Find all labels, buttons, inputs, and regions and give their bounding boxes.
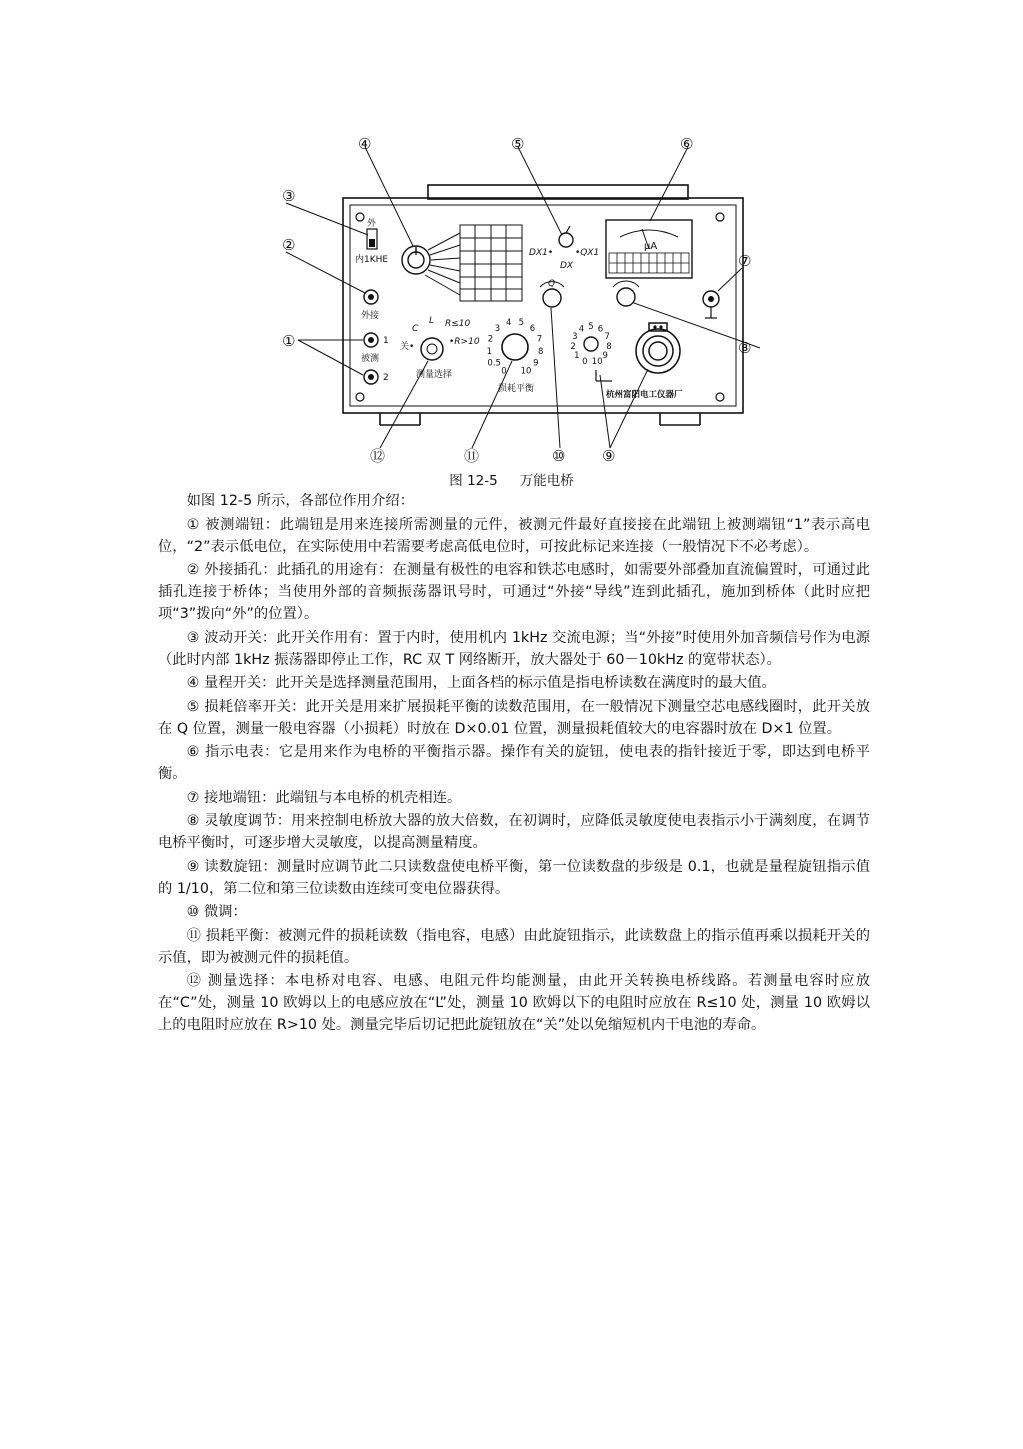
dial-number: 10 <box>520 366 532 377</box>
label-nei-1khz: 内1KHE <box>355 255 389 265</box>
measure-select-knob <box>421 338 443 360</box>
callout-3: ③ <box>282 187 296 205</box>
label-loss-balance: 损耗平衡 <box>498 384 535 394</box>
sensitivity-knob <box>617 288 635 306</box>
item-paragraph: ② 外接插孔：此插孔的用途有：在测量有极性的电容和铁芯电感时，如需要外部叠加直流偏置时，可通过此插孔连接于桥体；当使用外部的音频振荡器讯号时，可通过“外接“导线”连到此插孔，施加到桥体（此时应把项“3”拨向“外”的位置）。 <box>158 562 870 622</box>
dial-number: 8 <box>537 346 544 357</box>
label-guan: 关• <box>400 342 415 352</box>
label-terminal-2: 2 <box>383 373 389 383</box>
callout-8: ⑧ <box>738 339 752 357</box>
label-measure-select: 测量选择 <box>416 370 453 380</box>
dial-number: 7 <box>604 332 610 343</box>
item-paragraph: ⑩ 微调： <box>186 904 247 920</box>
reading-dial-knob <box>584 337 598 351</box>
callout-6: ⑥ <box>680 135 694 153</box>
dial-number: 4 <box>578 324 585 335</box>
callout-11: ⑪ <box>464 447 480 465</box>
switch-lever-icon <box>369 239 375 247</box>
label-r-le-10: R≤10 <box>445 319 471 329</box>
label-wai-jie: 外接 <box>361 311 380 321</box>
dial-number: 8 <box>606 341 612 352</box>
label-dx1: DX1• <box>529 248 554 258</box>
dial-number: 7 <box>536 334 543 345</box>
meter-scale <box>609 253 689 273</box>
top-handle <box>428 185 688 199</box>
callout-10: ⑩ <box>552 447 566 465</box>
item-paragraph: ③ 波动开关：此开关作用有：置于内时，使用机内 1kHz 交流电源；当“外接”时使用外加音频信号作为电源（此时内部 1kHz 振荡器即停止工作，RC 双 T 网络断开，放大器处于 60－10kHz 的宽带状态）。 <box>158 629 870 668</box>
loss-balance-knob <box>502 334 528 360</box>
item-paragraph: ⑧ 灵敏度调节：用来控制电桥放大器的放大倍数，在初调时，应降低灵敏度使电表指示小于满刻度，在调节电桥平衡时，可逐步增大灵敏度，以提高测量精度。 <box>158 813 870 851</box>
label-c: C <box>412 324 419 334</box>
item-paragraph: ④ 量程开关：此开关是选择测量范围用，上面各档的标示值是指电桥读数在满度时的最大值。 <box>186 675 776 691</box>
label-bei-ce: 被测 <box>361 354 380 364</box>
screw-icon <box>356 393 364 401</box>
dial-number: 1 <box>486 346 493 357</box>
figure-universal-bridge <box>270 125 760 470</box>
dial-number: 0 <box>501 366 507 377</box>
dial-number: 6 <box>529 323 536 334</box>
item-paragraph: ⑦ 接地端钮：此端钮与本电桥的机壳相连。 <box>186 789 462 806</box>
bridge-drawing <box>270 125 760 470</box>
caption-number: 图 12-5 <box>449 473 498 489</box>
fine-tune-knob <box>543 289 561 307</box>
dial-number: 2 <box>487 334 494 345</box>
item-paragraph: ⑫ 测量选择：本电桥对电容、电感、电阻元件均能测量，由此开关转换电桥线路。若测量电容时应放在“C”处，测量 10 欧姆以上的电感应放在“L”处，测量 10 欧姆以下的电阻时应放在 R≤10 处，测量 10 欧姆以上的电阻时应放在 R>10 处。测量完毕后切记把此旋钮放在“关”处以免缩短机内干电池的寿命。 <box>158 973 870 1033</box>
callout-4: ④ <box>358 135 372 153</box>
callout-5: ⑤ <box>511 135 525 153</box>
leader-lines <box>286 147 760 448</box>
callout-12: ⑫ <box>370 447 386 465</box>
callout-9: ⑨ <box>602 447 616 465</box>
instrument-case <box>343 198 743 413</box>
label-qx1: •QX1 <box>575 248 600 258</box>
dial-number: 9 <box>602 351 608 362</box>
body-text <box>158 490 870 1038</box>
dial-number: 0 <box>582 356 588 367</box>
item-paragraph: ⑪ 损耗平衡：被测元件的损耗读数（指电容，电感）由此旋钮指示，此读数盘上的指示值再乘以损耗开关的示值，即为被测元件的损耗值。 <box>158 927 870 966</box>
loss-dial-numbers <box>487 318 544 377</box>
dial-number: 1 <box>574 351 580 362</box>
item-paragraph: ⑨ 读数旋钮：测量时应调节此二只读数盘使电桥平衡，第一位读数盘的步级是 0.1，也就是量程旋钮指示值的 1/10，第二位和第三位读数由连续可变电位器获得。 <box>158 858 870 897</box>
label-l: L <box>429 316 435 326</box>
reading-potentiometer <box>636 323 680 373</box>
screw-icon <box>716 393 724 401</box>
loss-multiplier-knob <box>559 233 573 247</box>
dial-number: 3 <box>494 323 501 334</box>
label-manufacturer: 杭州富阳电工仪器厂 <box>606 390 683 400</box>
item-paragraph: ① 被测端钮：此端钮是用来连接所需测量的元件，被测元件最好直接接在此端钮上被测端钮“1”表示高电位，“2”表示低电位，在实际使用中若需要考虑高低电位时，可按此标记来连接（一般情况下不必考虑）。 <box>158 516 870 555</box>
dial-number: 0.5 <box>487 358 501 369</box>
intro-paragraph: 如图 12-5 所示，各部位作用介绍： <box>186 493 414 509</box>
label-terminal-1: 1 <box>383 336 389 346</box>
callout-1: ① <box>282 332 296 350</box>
dial-number: 10 <box>591 356 603 367</box>
label-q: Q <box>548 279 556 289</box>
caption-title: 万能电桥 <box>519 473 574 489</box>
item-paragraph: ⑥ 指示电表：它是用来作为电桥的平衡指示器。操作有关的旋钮，使电表的指针接近于零，即达到电桥平衡。 <box>158 744 870 782</box>
label-r-gt-10: •R>10 <box>449 337 480 347</box>
item-paragraph: ⑤ 损耗倍率开关：此开关是用来扩展损耗平衡的读数范围用，在一般情况下测量空芯电感线圈时，此开关放在 Q 位置，测量一般电容器（小损耗）时放在 D×0.01 位置，测量损耗值较大的电容器时放在 D×1 位置。 <box>158 698 870 737</box>
read-dial-numbers <box>570 322 611 367</box>
dial-number: 2 <box>570 341 576 352</box>
dial-number: 5 <box>588 322 594 332</box>
dial-number: 9 <box>533 358 539 369</box>
figure-caption <box>0 469 1023 489</box>
label-wai: 外 <box>367 219 377 229</box>
callout-7: ⑦ <box>738 252 752 270</box>
screw-icon <box>356 213 364 221</box>
dial-number: 5 <box>518 317 525 328</box>
dial-number: 3 <box>572 332 578 343</box>
screw-icon <box>716 213 724 221</box>
label-dx: DX <box>560 261 574 271</box>
dial-number: 4 <box>505 317 512 328</box>
range-grid <box>460 225 522 301</box>
label-meter-unit: μA <box>644 241 658 252</box>
callout-2: ② <box>282 236 296 254</box>
dial-number: 6 <box>597 324 604 335</box>
